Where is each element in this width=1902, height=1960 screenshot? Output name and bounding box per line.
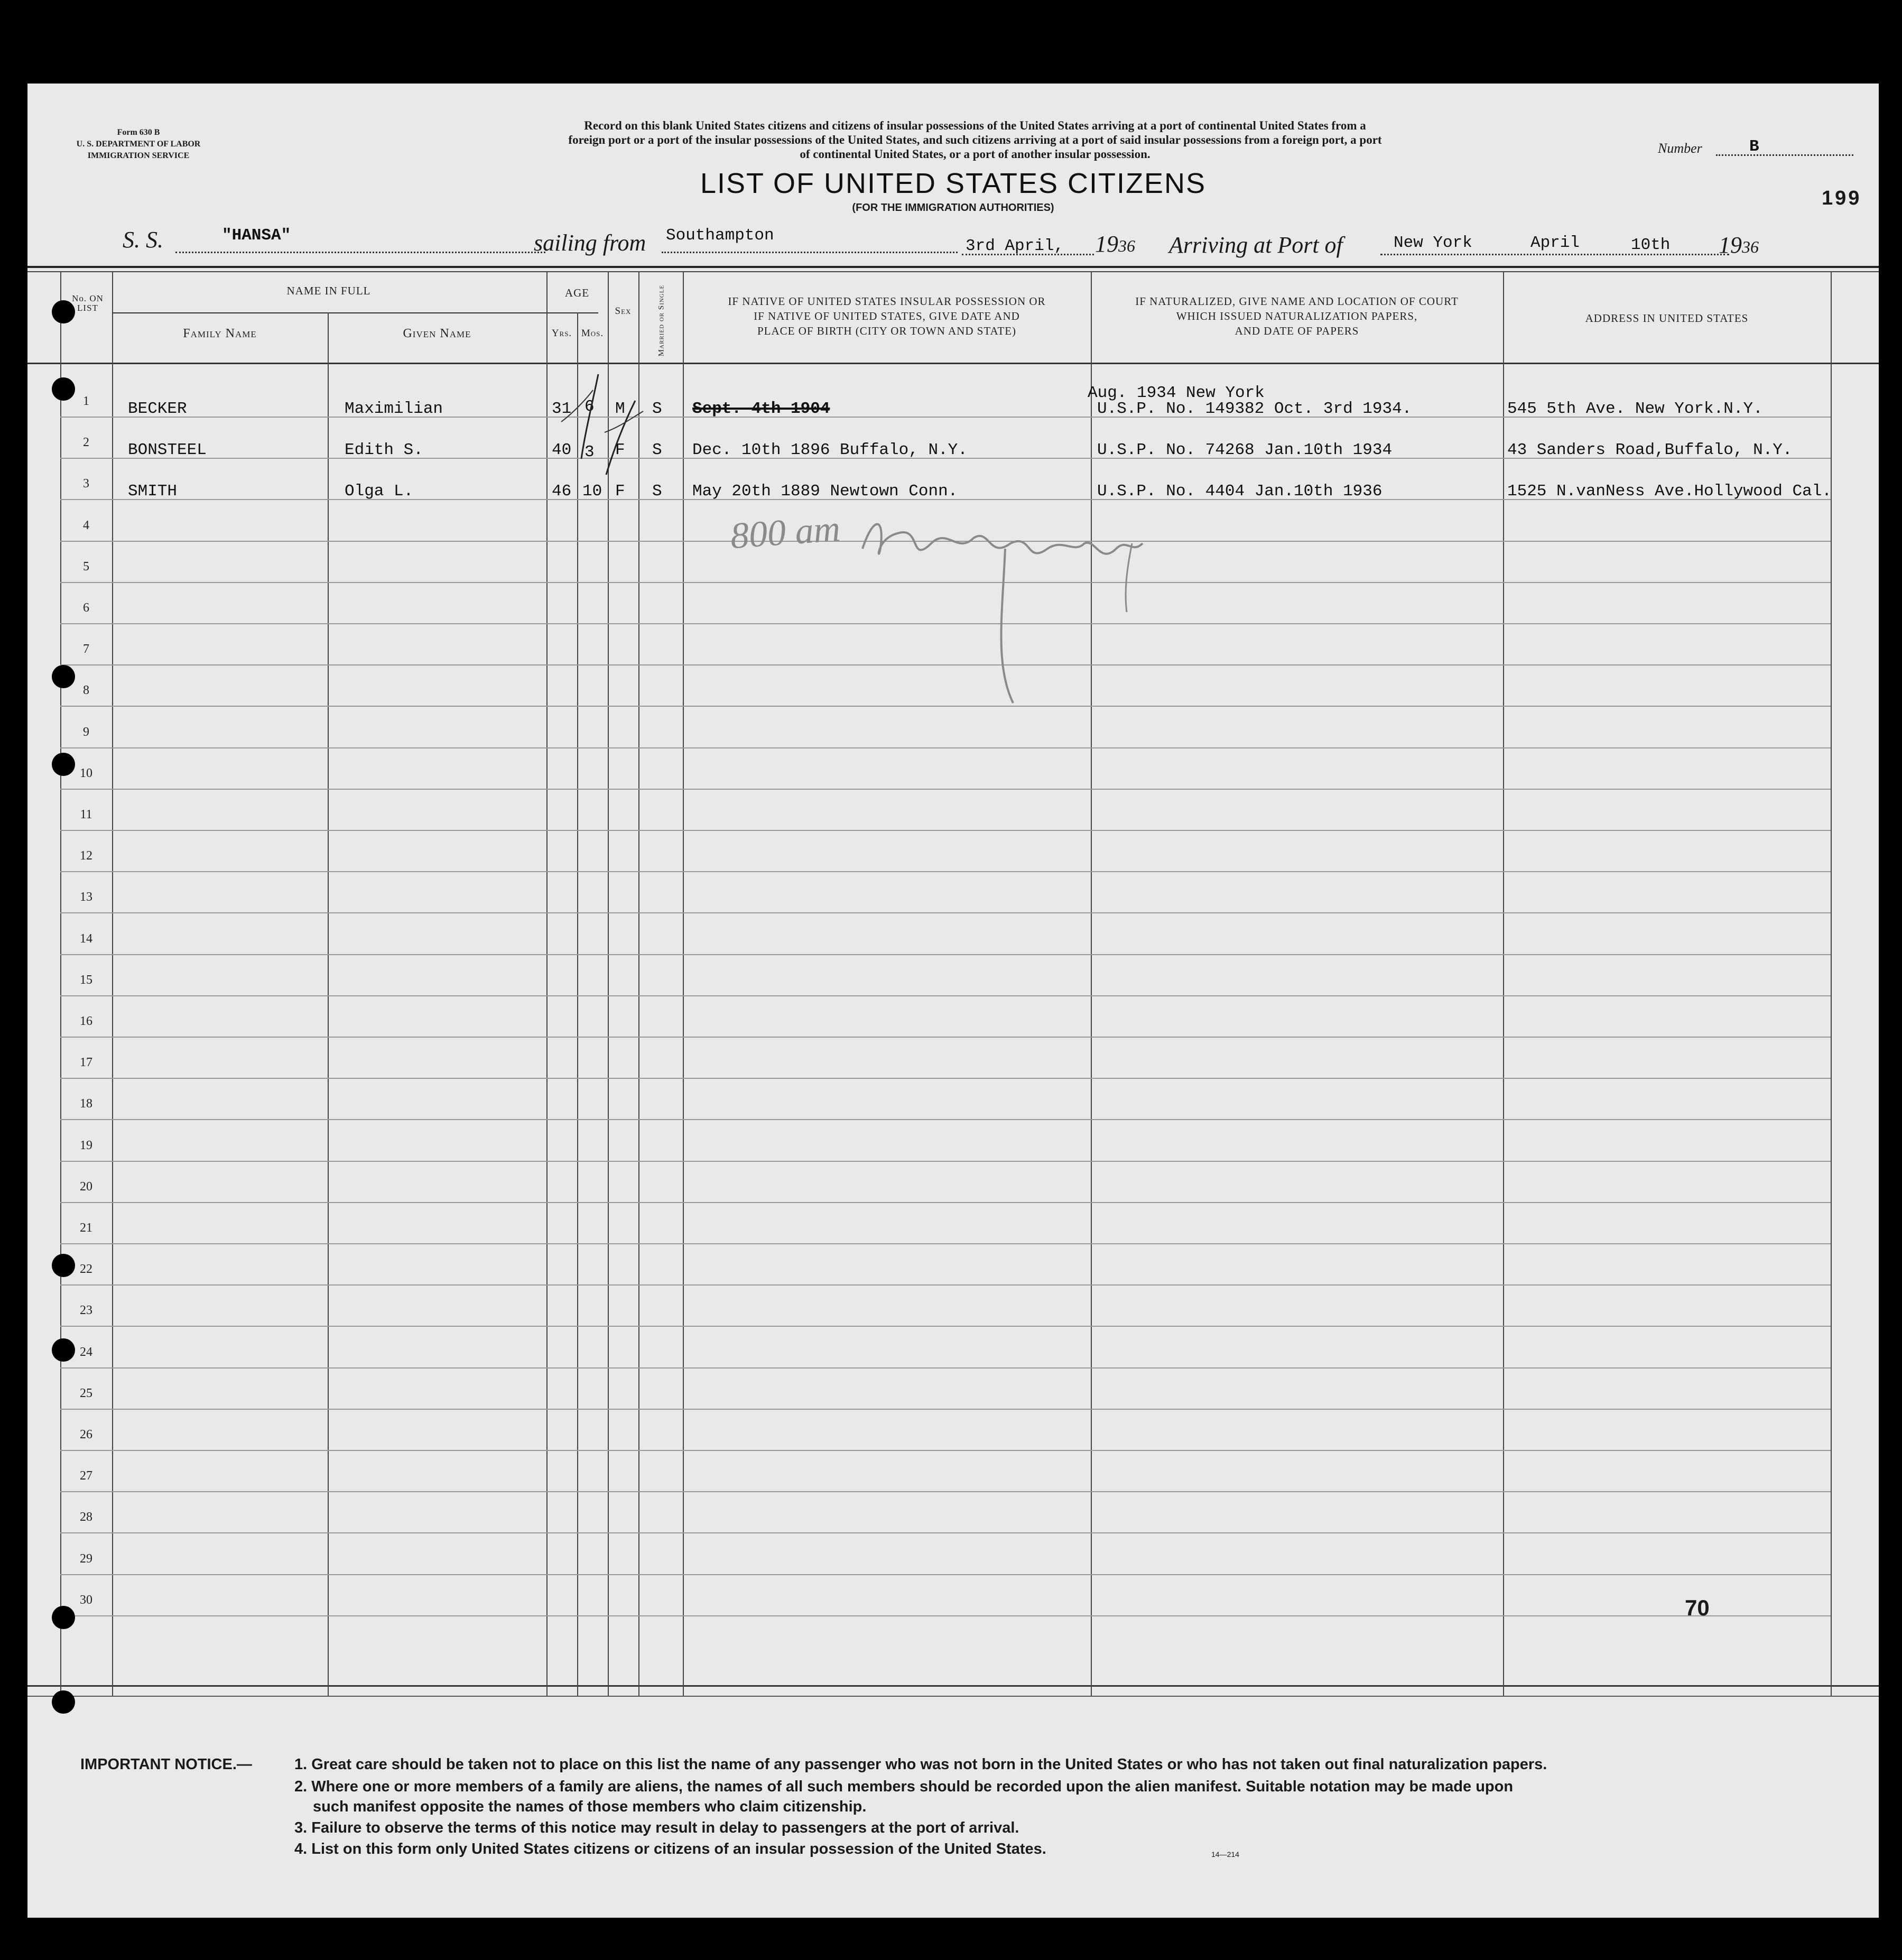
birth-cell: May 20th 1889 Newtown Conn. xyxy=(692,482,958,501)
arrival-port: New York xyxy=(1394,234,1472,252)
sail-date-line xyxy=(962,254,1094,255)
given-name-header: Given Name xyxy=(403,327,471,340)
row-number: 26 xyxy=(80,1428,92,1441)
row-number: 25 xyxy=(80,1386,92,1400)
row-rule xyxy=(60,830,1831,831)
sailing-label: sailing from xyxy=(534,230,646,256)
naturalization-cell: U.S.P. No. 149382 Oct. 3rd 1934. xyxy=(1097,400,1412,418)
age-months-cell: 10 xyxy=(582,482,602,501)
arriving-label: Arriving at Port of xyxy=(1169,232,1343,258)
row-rule xyxy=(60,1450,1831,1451)
instruction-line: Record on this blank United States citizens and citizens of insular possessions of the United States arriving at a port of continental United States from a xyxy=(584,119,1366,132)
row-number: 15 xyxy=(80,973,92,987)
native-header-line: IF NATIVE OF UNITED STATES INSULAR POSSESSION OR xyxy=(728,295,1046,308)
naturalization-date-cell: Aug. 1934 New York xyxy=(1088,384,1265,402)
address-cell: 1525 N.vanNess Ave.Hollywood Cal. xyxy=(1507,482,1832,501)
row-rule xyxy=(60,912,1831,913)
marital-cell: S xyxy=(652,400,662,418)
page-title: LIST OF UNITED STATES CITIZENS xyxy=(700,168,1207,199)
naturalized-header-line: IF NATURALIZED, GIVE NAME AND LOCATION OF COURT xyxy=(1135,295,1459,308)
address-header: ADDRESS IN UNITED STATES xyxy=(1585,312,1749,325)
notice-item: 4. List on this form only United States citizens or citizens of an insular possession of the United States. xyxy=(294,1841,1046,1857)
bottom-number: 70 xyxy=(1685,1595,1710,1620)
row-number: 18 xyxy=(80,1097,92,1111)
binder-hole xyxy=(52,1338,75,1362)
binder-hole xyxy=(52,1690,75,1714)
row-rule xyxy=(60,871,1831,872)
column-rule xyxy=(1503,271,1504,1696)
row-number: 2 xyxy=(83,436,89,450)
instructions xyxy=(349,118,1601,161)
row-number: 24 xyxy=(80,1345,92,1359)
row-rule xyxy=(60,1119,1831,1120)
naturalization-cell: U.S.P. No. 74268 Jan.10th 1934 xyxy=(1097,441,1393,459)
notice-lead: IMPORTANT NOTICE.— xyxy=(80,1756,252,1773)
married-single-header: Married or Single xyxy=(657,284,666,357)
native-header-line: IF NATIVE OF UNITED STATES, GIVE DATE AND xyxy=(754,310,1020,322)
handwritten-note: 800 am xyxy=(729,508,842,557)
notice-item: 3. Failure to observe the terms of this notice may result in delay to passengers at the port of arrival. xyxy=(294,1819,1019,1836)
print-code: 14—214 xyxy=(1211,1850,1239,1859)
row-rule xyxy=(60,995,1831,996)
row-rule xyxy=(60,1367,1831,1369)
row-rule xyxy=(60,1078,1831,1079)
row-number: 10 xyxy=(80,766,92,780)
table-top-border xyxy=(27,266,1879,268)
no-on-list-header: No. ON LIST xyxy=(72,293,104,313)
row-number: 28 xyxy=(80,1510,92,1524)
column-rule xyxy=(577,312,578,1696)
given-name-cell: Olga L. xyxy=(345,482,414,501)
address-cell: 545 5th Ave. New York.N.Y. xyxy=(1507,400,1763,418)
row-number: 21 xyxy=(80,1221,92,1235)
binder-hole xyxy=(52,377,75,401)
number-label: Number xyxy=(1658,141,1702,156)
birth-cell: Dec. 10th 1896 Buffalo, N.Y. xyxy=(692,441,968,459)
notice-item: 1. Great care should be taken not to place on this list the name of any passenger who was not born in the United States or who has not taken out final naturalization papers. xyxy=(294,1756,1547,1773)
arrival-year: 36 xyxy=(1742,237,1759,256)
from-port: Southampton xyxy=(666,226,774,245)
form-id-block xyxy=(59,127,218,162)
row-number: 11 xyxy=(80,808,92,821)
notice-item: 2. Where one or more members of a family are aliens, the names of all such members should be recorded upon the alien manifest. Suitable notation may be made upon xyxy=(294,1778,1514,1795)
row-number: 30 xyxy=(80,1593,92,1607)
column-rule xyxy=(546,271,548,1696)
family-name-cell: SMITH xyxy=(128,482,178,501)
name-in-full-header: NAME IN FULL xyxy=(286,284,371,297)
binder-hole xyxy=(52,1606,75,1629)
row-number: 22 xyxy=(80,1262,92,1277)
row-rule xyxy=(60,1326,1831,1327)
row-rule xyxy=(60,1243,1831,1244)
row-number: 19 xyxy=(80,1138,92,1152)
age-years-cell: 40 xyxy=(552,441,572,459)
ss-label: S. S. xyxy=(123,227,163,253)
table-bottom-border-inner xyxy=(27,1696,1879,1697)
family-name-header: Family Name xyxy=(183,327,257,340)
age-months-cell: 3 xyxy=(584,443,595,461)
pen-check-marks xyxy=(556,369,693,506)
naturalized-header-line: AND DATE OF PAPERS xyxy=(1235,325,1359,337)
arrival-line xyxy=(1380,254,1729,255)
arrival-day: 10th xyxy=(1631,236,1671,254)
row-number: 4 xyxy=(83,518,89,532)
binder-hole xyxy=(52,1254,75,1277)
binder-hole xyxy=(52,665,75,688)
sex-cell: F xyxy=(615,482,625,501)
table-bottom-border xyxy=(27,1685,1879,1687)
binder-hole xyxy=(52,300,75,323)
naturalized-header-line: WHICH ISSUED NATURALIZATION PAPERS, xyxy=(1176,310,1418,322)
page-subtitle: (FOR THE IMMIGRATION AUTHORITIES) xyxy=(852,202,1054,214)
months-header: Mos. xyxy=(581,328,604,339)
given-name-cell: Edith S. xyxy=(345,441,423,459)
row-number: 23 xyxy=(80,1303,92,1318)
age-months-cell: 6 xyxy=(584,397,595,416)
address-cell: 43 Sanders Road,Buffalo, N.Y. xyxy=(1507,441,1793,459)
row-rule xyxy=(60,1284,1831,1286)
given-name-cell: Maximilian xyxy=(345,400,443,418)
age-years-cell: 31 xyxy=(552,400,572,418)
manifest-sheet xyxy=(27,84,1879,1918)
birth-cell-struck: Sept. 4th 1904 xyxy=(692,400,830,418)
instruction-line: foreign port or a port of the insular possessions of the United States, and such citizens arriving at a port of said insular possessions from a foreign port, a port xyxy=(568,133,1382,146)
sex-header: Sex xyxy=(615,306,632,317)
service-name: IMMIGRATION SERVICE xyxy=(87,151,190,160)
year-prefix: 19 xyxy=(1095,231,1118,257)
marital-cell: S xyxy=(652,441,662,459)
column-rule xyxy=(112,271,113,1696)
sex-cell: M xyxy=(615,400,625,418)
years-header: Yrs. xyxy=(551,328,572,339)
row-number: 6 xyxy=(83,601,89,615)
naturalized-header xyxy=(1091,294,1503,338)
marital-cell: S xyxy=(652,482,662,501)
row-rule xyxy=(60,789,1831,790)
number-line xyxy=(1716,154,1853,156)
header-bottom-border xyxy=(27,363,1879,364)
row-number: 5 xyxy=(83,559,89,574)
naturalization-cell: U.S.P. No. 4404 Jan.10th 1936 xyxy=(1097,482,1383,501)
row-rule xyxy=(60,1037,1831,1038)
row-number: 9 xyxy=(83,725,89,739)
arrival-year-prefix: 19 xyxy=(1719,232,1742,258)
row-number: 17 xyxy=(80,1056,92,1070)
department-name: U. S. DEPARTMENT OF LABOR xyxy=(76,140,201,149)
age-years-cell: 46 xyxy=(552,482,572,501)
row-number: 8 xyxy=(83,683,89,698)
native-header xyxy=(683,294,1091,338)
row-rule xyxy=(60,1491,1831,1492)
row-number: 1 xyxy=(83,394,89,408)
row-number: 7 xyxy=(83,642,89,657)
from-port-line xyxy=(662,252,958,253)
binder-hole xyxy=(52,753,75,776)
family-name-cell: BECKER xyxy=(128,400,187,418)
column-rule xyxy=(1091,271,1092,1696)
table-top-border-inner xyxy=(27,271,1879,272)
ship-name: "HANSA" xyxy=(222,226,291,245)
form-number: Form 630 B xyxy=(117,128,160,137)
row-number: 14 xyxy=(80,931,92,946)
row-rule xyxy=(60,1409,1831,1410)
row-number: 3 xyxy=(83,477,89,491)
page-stamp: 199 xyxy=(1822,187,1862,209)
row-rule xyxy=(60,1615,1831,1616)
column-rule xyxy=(328,312,329,1696)
sex-cell: F xyxy=(615,441,625,459)
row-number: 16 xyxy=(80,1014,92,1028)
ship-line xyxy=(175,252,545,253)
arrival-month: April xyxy=(1530,234,1580,252)
instruction-line: of continental United States, or a port of another insular possession. xyxy=(800,147,1151,161)
sail-year: 36 xyxy=(1118,236,1135,255)
row-number: 27 xyxy=(80,1469,92,1483)
row-rule xyxy=(60,1161,1831,1162)
age-header-rule xyxy=(535,312,598,313)
row-rule xyxy=(60,1202,1831,1203)
pencil-scribble xyxy=(852,506,1169,718)
notice-item: such manifest opposite the names of those members who claim citizenship. xyxy=(313,1798,867,1815)
name-header-rule xyxy=(112,312,535,313)
row-number: 20 xyxy=(80,1179,92,1194)
age-header: AGE xyxy=(564,286,590,299)
row-rule xyxy=(60,1532,1831,1533)
row-number: 13 xyxy=(80,890,92,904)
row-rule xyxy=(60,747,1831,748)
row-number: 29 xyxy=(80,1551,92,1566)
row-number: 12 xyxy=(80,849,92,863)
native-header-line: PLACE OF BIRTH (CITY OR TOWN AND STATE) xyxy=(757,325,1017,337)
row-rule xyxy=(60,954,1831,955)
sail-date: 3rd April, xyxy=(966,237,1064,255)
row-rule xyxy=(60,1574,1831,1575)
family-name-cell: BONSTEEL xyxy=(128,441,207,459)
number-value: B xyxy=(1749,137,1759,156)
